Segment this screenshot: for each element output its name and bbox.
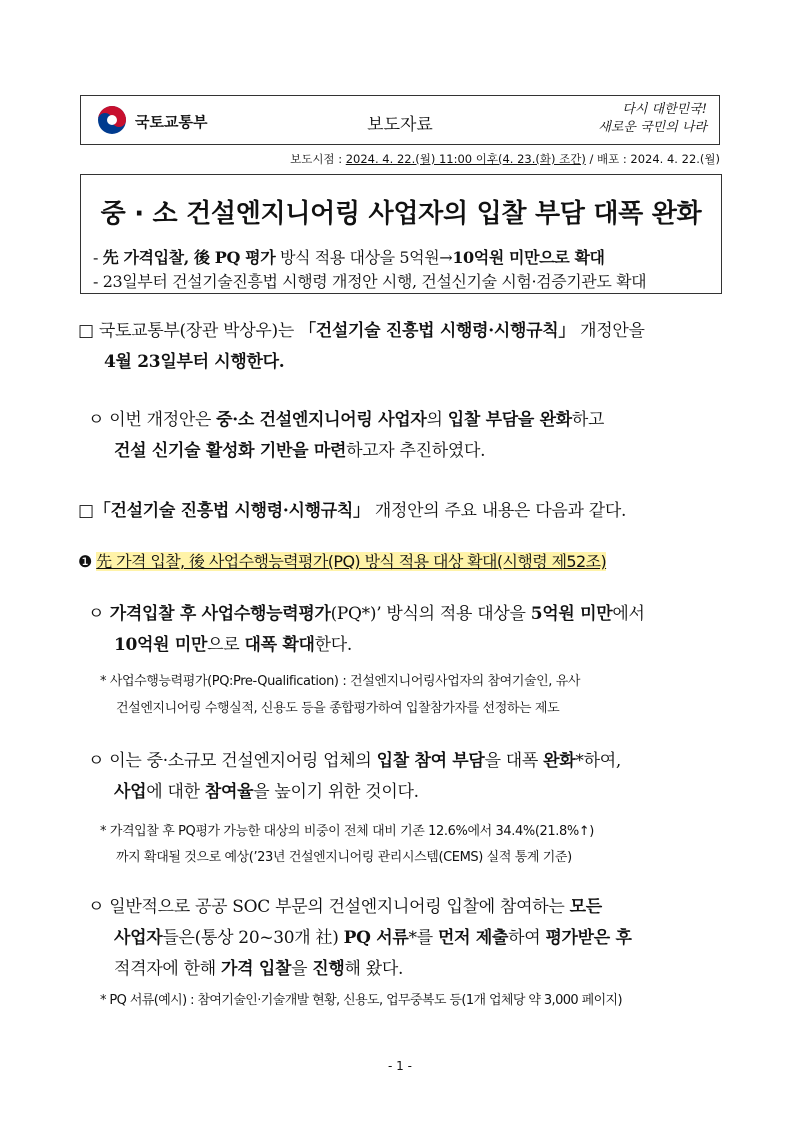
p3-text-k: 가격 입찰 xyxy=(220,959,292,979)
s3-law-name: 「건설기술 진흥법 시행령·시행규칙」 xyxy=(93,501,370,521)
para-1-line-2 xyxy=(114,630,352,655)
release-info xyxy=(290,151,720,167)
sub1-mid: 방식 적용 대상을 5억원→ xyxy=(275,248,453,267)
section-1-line-2 xyxy=(104,347,284,372)
p2-text-d: 완화 xyxy=(543,751,576,771)
s2-text-d: 입찰 부담을 완화 xyxy=(447,410,572,430)
p1-text-f: 으로 xyxy=(207,635,245,655)
para-1-line-1 xyxy=(88,599,645,624)
sub1-bold-2: 10억원 미만으로 확대 xyxy=(452,248,605,267)
s1-text-a: 국토교통부(장관 박상우)는 xyxy=(93,321,300,341)
footnote-2-line-2: 까지 확대될 것으로 예상(’23년 건설엔지니어링 관리시스템(CEMS) 실적 통계 기준) xyxy=(116,850,572,865)
p3-text-f: *를 xyxy=(408,928,438,948)
release-distribution: / 배포 : 2024. 4. 22.(월) xyxy=(585,152,720,166)
circle-bullet-icon: ㅇ xyxy=(88,604,105,624)
p3-text-c: 사업자 xyxy=(114,928,163,948)
circle-bullet-icon: ㅇ xyxy=(88,897,105,917)
s1-text-c: 개정안을 xyxy=(575,321,645,341)
s2-text-a: 이번 개정안은 xyxy=(104,410,217,430)
p2-text-h: 참여율 xyxy=(204,782,254,802)
p2-text-c: 을 대폭 xyxy=(484,751,544,771)
subheadline-1 xyxy=(93,245,605,268)
para-2-line-2 xyxy=(114,777,419,802)
title-box xyxy=(80,174,722,294)
headline: 중 · 소 건설엔지니어링 사업자의 입찰 부담 대폭 완화 xyxy=(100,199,702,229)
p3-text-m: 진행 xyxy=(312,959,345,979)
ministry-name: 국토교통부 xyxy=(135,113,208,131)
sub1-bold-1: 先 가격입찰, 後 PQ 평가 xyxy=(102,248,276,267)
s1-effective-date: 4월 23일부터 시행한다. xyxy=(104,352,285,372)
p3-text-j: 적격자에 한해 xyxy=(114,959,221,979)
s2-text-b: 중·소 건설엔지니어링 사업자 xyxy=(216,410,427,430)
section-2-line-2 xyxy=(114,436,485,461)
subheadline-2: - 23일부터 건설기술진흥법 시행령 개정안 시행, 건설신기술 시험·검증기관도 확대 xyxy=(93,272,647,291)
s2-text-g: 하고자 추진하였다. xyxy=(346,441,486,461)
footnote-2-line-1: * 가격입찰 후 PQ평가 가능한 대상의 비중이 전체 대비 기존 12.6%에서 34.4%(21.8%↑) xyxy=(100,824,594,839)
p2-text-e: *하여, xyxy=(575,751,621,771)
section-3-line xyxy=(78,496,626,521)
para-3-line-3 xyxy=(114,954,403,979)
p2-text-g: 에 대한 xyxy=(146,782,205,802)
p3-text-d: 들은(통상 20~30개 社) xyxy=(162,928,344,948)
s2-text-e: 하고 xyxy=(571,410,605,430)
p1-text-g: 대폭 확대 xyxy=(244,635,315,655)
release-embargo: 2024. 4. 22.(월) 11:00 이후(4. 23.(화) 조간) xyxy=(345,152,586,166)
footnote-1-line-2: 건설엔지니어링 수행실적, 신용도 등을 종합평가하여 입찰참가자를 선정하는 제도 xyxy=(116,701,560,716)
p1-text-h: 한다. xyxy=(314,635,352,655)
p3-text-l: 을 xyxy=(291,959,313,979)
p1-text-b: (PQ*)’ 방식의 적용 대상을 xyxy=(330,604,531,624)
section-1-line-1 xyxy=(78,316,645,341)
p3-text-a: 일반적으로 공공 SOC 부문의 건설엔지니어링 입찰에 참여하는 xyxy=(104,897,570,917)
footnote-1-line-1: * 사업수행능력평가(PQ:Pre-Qualification) : 건설엔지니어링사업자의 참여기술인, 유사 xyxy=(100,674,581,689)
p2-text-i: 을 높이기 위한 것이다. xyxy=(253,782,419,802)
s1-law-name: 「건설기술 진흥법 시행령·시행규칙」 xyxy=(299,321,576,341)
release-label: 보도시점 : xyxy=(290,152,346,166)
circle-bullet-icon: ㅇ xyxy=(88,751,105,771)
circle-bullet-icon: ㅇ xyxy=(88,410,105,430)
p2-text-b: 입찰 참여 부담 xyxy=(376,751,485,771)
document-type: 보도자료 xyxy=(367,115,433,135)
press-release-header xyxy=(80,95,720,145)
p3-text-g: 먼저 제출 xyxy=(437,928,509,948)
p1-text-d: 에서 xyxy=(612,604,645,624)
para-3-line-2 xyxy=(114,923,632,948)
number-one-icon: ❶ xyxy=(78,552,92,571)
p2-text-f: 사업 xyxy=(114,782,147,802)
s2-text-c: 의 xyxy=(426,410,448,430)
slogan-line-2: 새로운 국민의 나라 xyxy=(598,120,707,135)
p1-text-c: 5억원 미만 xyxy=(530,604,613,624)
slogan-line-1: 다시 대한민국! xyxy=(622,102,707,117)
p3-text-b: 모든 xyxy=(569,897,602,917)
s3-text-b: 개정안의 주요 내용은 다음과 같다. xyxy=(369,501,627,521)
p1-text-e: 10억원 미만 xyxy=(114,635,208,655)
p1-text-a: 가격입찰 후 사업수행능력평가 xyxy=(104,604,331,624)
slogan xyxy=(598,101,707,137)
sub1-prefix: - xyxy=(93,248,103,267)
checkbox-square-icon: □ xyxy=(78,501,94,521)
para-3-line-1 xyxy=(88,892,602,917)
p2-text-a: 이는 중·소규모 건설엔지어링 업체의 xyxy=(104,751,377,771)
heading-1 xyxy=(78,549,606,572)
p3-text-e: PQ 서류 xyxy=(343,928,409,948)
page-number: - 1 - xyxy=(388,1059,412,1073)
s2-text-f: 건설 신기술 활성화 기반을 마련 xyxy=(114,441,347,461)
para-2-line-1 xyxy=(88,746,621,771)
p3-text-h: 하여 xyxy=(508,928,546,948)
footnote-3: * PQ 서류(예시) : 참여기술인·기술개발 현황, 신용도, 업무중복도 등(1개 업체당 약 3,000 페이지) xyxy=(100,993,622,1008)
checkbox-square-icon: □ xyxy=(78,321,94,341)
heading-1-text: 先 가격 입찰, 後 사업수행능력평가(PQ) 방식 적용 대상 확대(시행령 제52조) xyxy=(96,552,607,571)
section-2-line-1 xyxy=(88,405,604,430)
p3-text-n: 해 왔다. xyxy=(344,959,404,979)
p3-text-i: 평가받은 후 xyxy=(545,928,632,948)
